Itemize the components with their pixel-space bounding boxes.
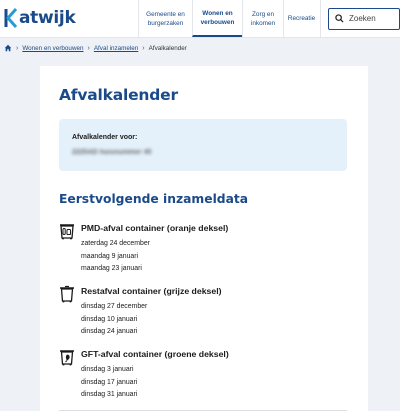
search-icon[interactable] — [335, 14, 344, 23]
search-area — [320, 0, 400, 37]
nav-item-recreatie[interactable] — [283, 0, 319, 37]
address-panel — [59, 119, 347, 171]
restafval-container-icon — [59, 285, 75, 303]
nav-item-label: Recreatie — [287, 15, 316, 22]
nav-item-gemeente-en-burgerzaken[interactable] — [138, 0, 192, 37]
nav-item-zorg-en-inkomen[interactable] — [242, 0, 283, 37]
collection-date: dinsdag 31 januari — [81, 391, 138, 398]
collection-dates-list — [81, 301, 147, 339]
site-header — [0, 0, 400, 38]
search-box[interactable] — [328, 8, 400, 30]
katwijk-logo-mark-icon — [4, 6, 18, 30]
address-value: 2225AD huisnummer 45 — [72, 149, 152, 156]
collection-date: dinsdag 24 januari — [81, 328, 138, 335]
collection-date: dinsdag 27 december — [81, 303, 148, 310]
pmd-container-icon — [59, 222, 75, 240]
collection-date: dinsdag 3 januari — [81, 366, 134, 373]
collection-date: dinsdag 17 januari — [81, 378, 138, 386]
collection-date: maandag 23 januari — [81, 265, 142, 272]
gft-container-icon — [59, 348, 75, 366]
waste-group-title: Restafval container (grijze deksel) — [81, 286, 222, 296]
search-input[interactable] — [349, 14, 399, 23]
main-nav — [138, 0, 319, 37]
collection-date: zaterdag 24 december — [81, 240, 150, 247]
collection-dates-list — [81, 364, 137, 402]
page-title: Afvalkalender — [59, 86, 178, 104]
nav-item-label: Wonen en verbouwen — [200, 9, 235, 26]
collection-date: dinsdag 10 januari — [81, 315, 138, 323]
home-icon[interactable] — [4, 44, 12, 52]
chevron-right-icon: › — [87, 44, 90, 52]
collection-date: maandag 9 januari — [81, 252, 139, 260]
waste-group-title: GFT-afval container (groene deksel) — [81, 349, 229, 359]
nav-item-label: Gemeente en burgerzaken — [146, 10, 185, 27]
collection-dates-list — [81, 238, 150, 276]
logo-text: atwijk — [19, 8, 76, 28]
address-label: Afvalkalender voor: — [72, 134, 138, 141]
breadcrumb-link-afval-inzamelen[interactable]: Afval inzamelen — [93, 44, 139, 52]
nav-item-wonen-en-verbouwen[interactable] — [192, 0, 242, 37]
breadcrumb-current: Afvalkalender — [148, 44, 187, 52]
nav-item-label: Zorg en inkomen — [250, 10, 276, 27]
waste-group-title: PMD-afval container (oranje deksel) — [81, 223, 229, 233]
katwijk-logo[interactable] — [4, 4, 75, 32]
breadcrumb-link-wonen-en-verbouwen[interactable]: Wonen en verbouwen — [22, 44, 84, 52]
breadcrumb — [4, 44, 187, 52]
content-card — [40, 66, 368, 411]
chevron-right-icon: › — [142, 44, 145, 52]
chevron-right-icon: › — [16, 44, 19, 52]
section-title: Eerstvolgende inzameldata — [59, 192, 249, 206]
